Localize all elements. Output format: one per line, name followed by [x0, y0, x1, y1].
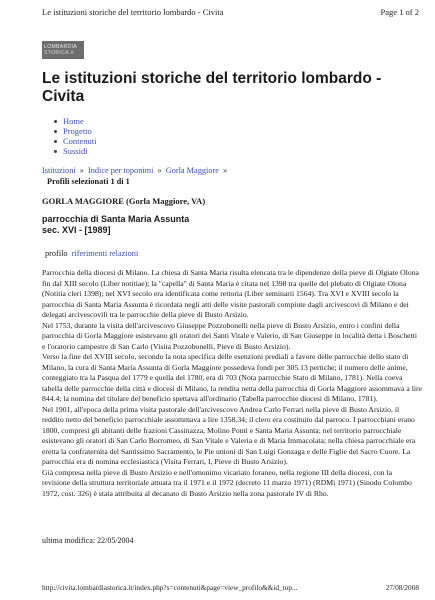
menu-item-label[interactable]: Sussidi	[63, 146, 88, 156]
menu-item-label[interactable]: Contenuti	[63, 136, 97, 146]
parish-name: parrocchia di Santa Maria Assunta	[42, 214, 190, 224]
print-header	[42, 7, 419, 17]
body-paragraph: Verso la fine del XVIII secolo, secondo la nota specifica delle esenzioni prediali a favore delle parrocchie dello stato di Milano, la cura di Santa Maria Assunta di Gorla Maggiore possedeva fondi per 305.13 pertiche; il numero delle anime, conteggiato tra la Pasqua del 1779 e quella del 1780, era di 703 (Nota parrocchie Stato di Milano, 1781). Nella coeva tabella delle parrocchie della città e diocesi di Milano, la rendita netta della parrocchia di Gorla Maggiore assommava a lire 844.4; la nomina del titolare del beneficio spettava all'ordinario (Tabella parrocchie diocesi di Milano, 1781).	[42, 352, 422, 403]
menu-item-label[interactable]: Progetto	[63, 126, 92, 136]
parish-period: sec. XVI - [1989]	[42, 225, 111, 235]
logo-line-2: STORICA.it	[44, 50, 75, 56]
print-footer	[42, 583, 419, 592]
menu-item-sussidi[interactable]	[54, 146, 97, 156]
menu-item-progetto[interactable]	[54, 126, 97, 136]
body-paragraph: Nel 1901, all'epoca della prima visita pastorale dell'arcivescovo Andrea Carlo Ferrari nella pieve di Busto Arsizio, il reddito netto del beneficio parrocchiale assommava a lire 1358,34; il clero era costituito dal parroco. I parrocchiani erano 1800, compresi gli abitanti delle frazioni Cassinazza, Molino Ponti e Santa Maria Assunta; nel territorio parrocchiale esistevano gli oratori di San Carlo Borromeo, di San Vitale e Valeria e di Maria Immacolata; nella chiesa parrocchiale era eretta la confraternita del Santissimo Sacramento, le Pie unioni di San Luigi Gonzaga e delle Figlie del Sacro Cuore. La parrocchia era di nomina ecclesiastica (Visita Ferrari, I, Pieve di Busto Arsizio).	[42, 404, 416, 466]
menu-item-home[interactable]	[54, 116, 97, 126]
logo-line-1: LOMBARDIA	[44, 44, 78, 50]
parish-heading	[42, 214, 189, 236]
body-paragraph: Nel 1753, durante la visita dell'arcivescovo Giuseppe Pozzobonelli nella pieve di Busto Arsizio, entro i confini della parrocchia di Gorla Maggiore esistevano gli oratori dei Santi Vitale e Valerio, di San Giuseppe in località detta i Boschetti e l'oratorio campestre di San Carlo (Visita Pozzobonelli, Pieve di Busto Arsizio).	[42, 320, 417, 351]
print-footer-date: 27/08/2008	[385, 583, 419, 592]
page-title: Le istituzioni storiche del territorio lombardo - Civita	[42, 70, 382, 105]
bullet-icon	[54, 120, 57, 123]
menu-item-label[interactable]: Home	[63, 116, 84, 126]
bullet-icon	[54, 140, 57, 143]
body-paragraph: Già compresa nella pieve di Busto Arsizio e nell'omonimo vicariato foraneo, nella regione III della diocesi, con la revisione della struttura territoriale attuata tra il 1971 e il 1972 (decreto 11 marzo 1971) (RDMi 1971) (Sinodo Colombo 1972, cost. 326) è stata attribuita al decanato di Busto Arsizio nella zona pastorale IV di Rho.	[42, 467, 412, 498]
tab-riferimenti-relazioni[interactable]: riferimenti relazioni	[71, 249, 139, 258]
breadcrumb-separator: »	[79, 166, 84, 175]
breadcrumb-item-indice[interactable]: Indice per toponimi	[87, 166, 154, 175]
profile-body	[42, 268, 422, 499]
breadcrumb-item-gorla[interactable]: Gorla Maggiore	[165, 166, 219, 175]
print-header-page: Page 1 of 2	[380, 7, 419, 17]
site-logo[interactable]	[42, 41, 84, 59]
print-footer-url: http://civita.lombardiastorica.it/index.php?s=contenuti&page=view_profilo&&id_top...	[42, 583, 298, 592]
tab-profilo[interactable]: profilo	[45, 249, 68, 258]
last-modified: ultima modifica: 22/05/2004	[42, 536, 134, 545]
breadcrumb-separator: »	[157, 166, 162, 175]
breadcrumb-item-istituzioni[interactable]: Istituzioni	[42, 166, 76, 175]
main-menu	[54, 116, 97, 156]
profiles-selected: Profili selezionati 1 di 1	[47, 177, 130, 186]
profile-tabs	[45, 249, 138, 258]
entity-heading: GORLA MAGGIORE (Gorla Maggiore, VA)	[42, 196, 206, 206]
print-header-title: Le istituzioni storiche del territorio lombardo - Civita	[42, 7, 224, 17]
bullet-icon	[54, 130, 57, 133]
breadcrumb-separator: »	[223, 166, 228, 175]
menu-item-contenuti[interactable]	[54, 136, 97, 146]
breadcrumb	[42, 166, 229, 175]
body-paragraph: Parrocchia della diocesi di Milano. La chiesa di Santa Maria risulta elencata tra le dipendenze della pieve di Olgiate Olona fin dal XIII secolo (Liber notitiae); la "capella" di Santa Maria è citata nel 1398 tra quelle del plebato di Olgiate Olona (Notitia cleri 1398); nel XVI secolo era identificata come rettoria (Liber seminarii 1564). Tra XVI e XVIII secolo la parrocchia di Santa Maria Assunta è ricordata negli atti delle visite pastorali compiute dagli arcivescovi di Milano e dei delegati arcivescovili tra le parrocchie della pieve di Busto Arsizio.	[42, 268, 419, 319]
bullet-icon	[54, 150, 57, 153]
